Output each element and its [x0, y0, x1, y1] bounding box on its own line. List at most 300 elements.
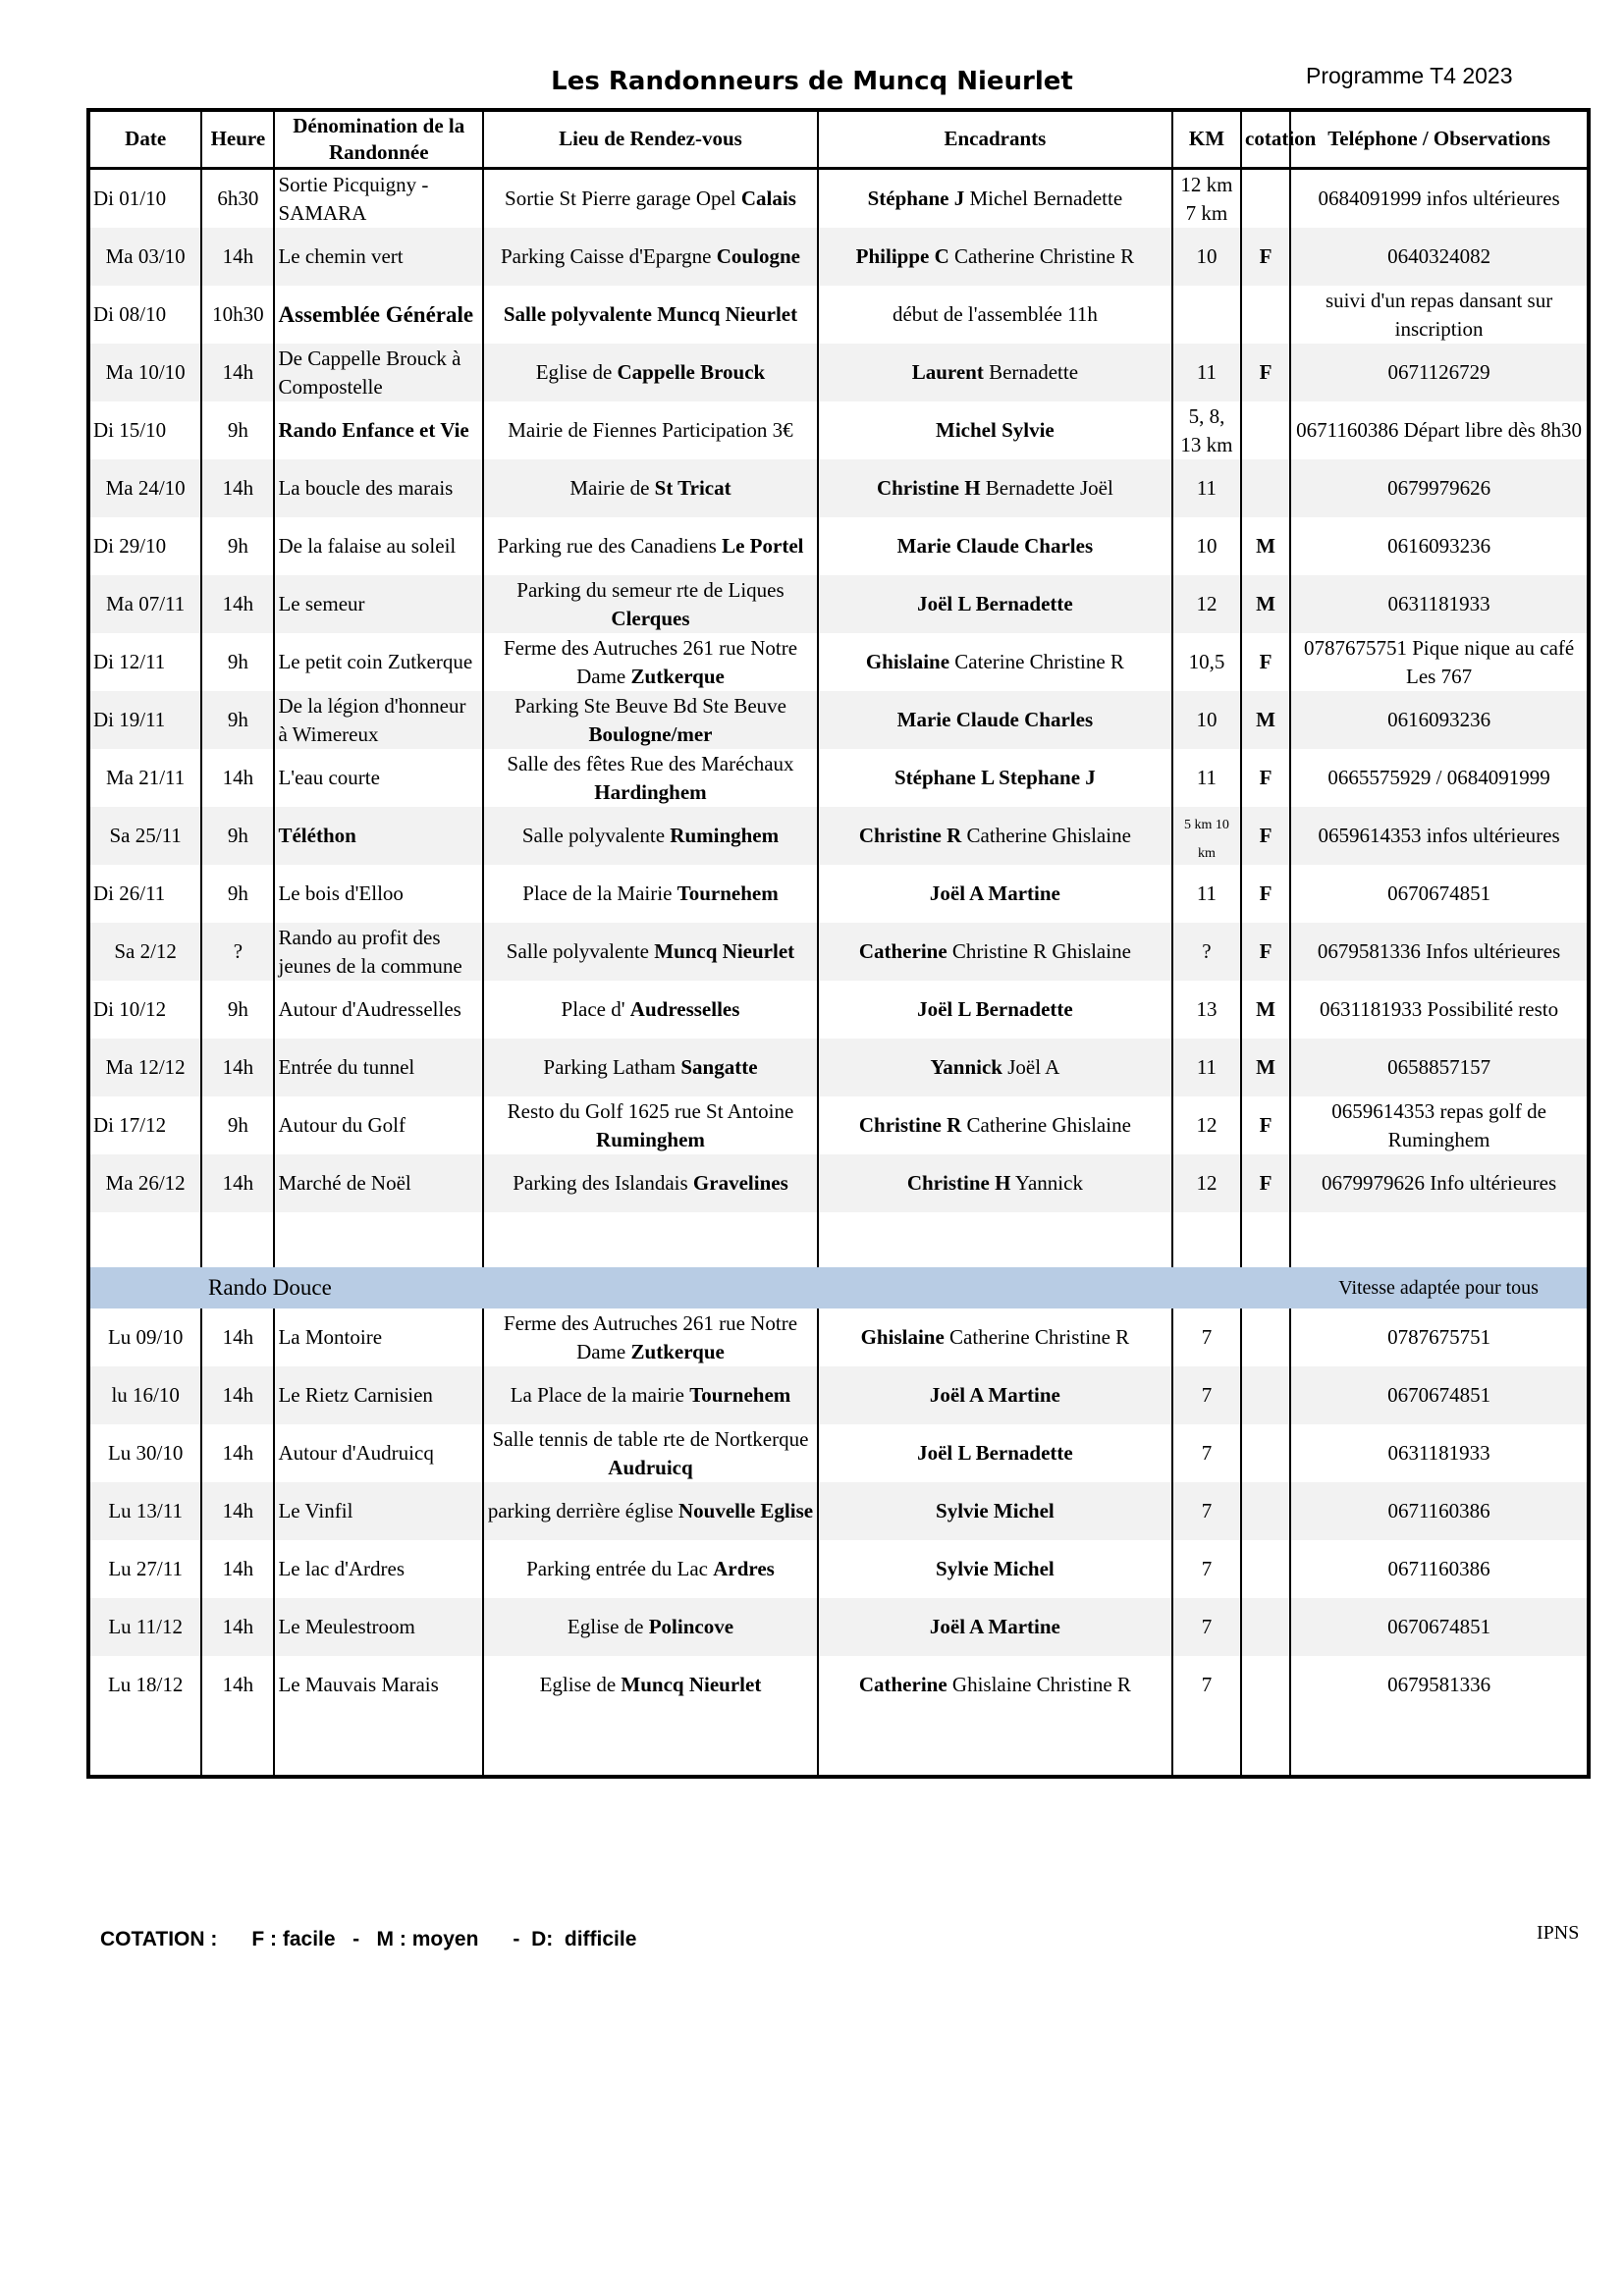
nom-text: Téléthon [278, 824, 356, 848]
encadrants-cell [818, 169, 1172, 229]
lieu-text: Eglise de [539, 1673, 617, 1697]
encadrants-cell [818, 401, 1172, 459]
lieu-town: Cappelle Brouck [617, 360, 766, 385]
tel-cell: suivi d'un repas dansant sur inscription [1290, 286, 1589, 344]
cotation-cell [1241, 1656, 1290, 1714]
table-row [88, 1039, 1589, 1096]
lieu-text: Place de la Mairie [522, 881, 673, 906]
table-row [88, 691, 1589, 749]
encadrants-lead: Philippe C [855, 244, 949, 269]
lieu-cell [483, 1366, 818, 1424]
tel-cell: 0679979626 Info ultérieures [1290, 1154, 1589, 1212]
km-value: 7 [1201, 1441, 1213, 1466]
heure-cell: 14h [201, 228, 274, 286]
encadrants-lead: Christine R [858, 1113, 962, 1138]
encadrants-cell [818, 981, 1172, 1039]
tel-cell: 0671160386 [1290, 1482, 1589, 1540]
nom-text: De Cappelle Brouck à Compostelle [278, 347, 461, 399]
lieu-text: Parking du semeur rte de Liques [516, 578, 785, 603]
heure-cell: 14h [201, 749, 274, 807]
lieu-cell [483, 344, 818, 401]
km-value: 10 [1196, 244, 1218, 269]
tel-cell: 0684091999 infos ultérieures [1290, 169, 1589, 229]
lieu-town: Sangatte [680, 1055, 758, 1080]
heure-cell: 9h [201, 691, 274, 749]
schedule-table [86, 108, 1591, 1779]
ipns-label: IPNS [1537, 1922, 1580, 1944]
heure-cell: 10h30 [201, 286, 274, 344]
lieu-text: parking derrière église [487, 1499, 674, 1523]
table-row [88, 749, 1589, 807]
km-value: 10 [1196, 708, 1218, 732]
nom-text: Le chemin vert [278, 244, 404, 269]
tel-cell: 0670674851 [1290, 1598, 1589, 1656]
lieu-cell [483, 865, 818, 923]
col-tel-header: Teléphone / Observations [1290, 110, 1589, 169]
cotation-cell: F [1241, 923, 1290, 981]
lieu-town: Hardinghem [594, 779, 707, 804]
table-row [88, 1656, 1589, 1714]
nom-cell [274, 286, 483, 344]
date-cell: Di 19/11 [88, 691, 201, 749]
date-cell: Sa 25/11 [88, 807, 201, 865]
lieu-cell [483, 1154, 818, 1212]
lieu-text: Parking rue des Canadiens [497, 534, 717, 559]
col-heure-header: Heure [201, 110, 274, 169]
cotation-cell: F [1241, 1096, 1290, 1154]
tel-cell: 0679979626 [1290, 459, 1589, 517]
col-date-header: Date [88, 110, 201, 169]
tel-cell: 0787675751 Pique nique au café Les 767 [1290, 633, 1589, 691]
tel-cell: 0670674851 [1290, 1366, 1589, 1424]
date-cell: Ma 12/12 [88, 1039, 201, 1096]
km-cell [1172, 1598, 1241, 1656]
table-row [88, 517, 1589, 575]
blank-row [88, 1212, 1589, 1267]
heure-cell: 9h [201, 401, 274, 459]
tel-cell: 0640324082 [1290, 228, 1589, 286]
cotation-cell: M [1241, 691, 1290, 749]
km-cell [1172, 517, 1241, 575]
cotation-cell: M [1241, 981, 1290, 1039]
table-row [88, 1096, 1589, 1154]
lieu-town: Muncq Nieurlet [621, 1673, 762, 1697]
km-cell [1172, 865, 1241, 923]
km-cell [1172, 344, 1241, 401]
heure-cell: 14h [201, 1656, 274, 1714]
encadrants-lead: Joël L Bernadette [917, 592, 1073, 616]
date-cell: Di 26/11 [93, 881, 166, 906]
cotation-cell [1241, 286, 1290, 344]
lieu-text: Mairie de Fiennes Participation 3€ [508, 418, 793, 443]
km-cell [1172, 401, 1241, 459]
km-value: 11 [1196, 1055, 1218, 1080]
col-cotation-header: cotation [1241, 110, 1290, 169]
program-label: Programme T4 2023 [1306, 63, 1513, 88]
section-note: Vitesse adaptée pour tous [1290, 1267, 1589, 1308]
nom-cell [274, 1039, 483, 1096]
encadrants-others: Bernadette Joël [985, 476, 1113, 501]
encadrants-cell [818, 344, 1172, 401]
lieu-cell [483, 633, 818, 691]
cotation-cell: M [1241, 575, 1290, 633]
lieu-cell [483, 691, 818, 749]
nom-cell [274, 517, 483, 575]
lieu-text: Salle polyvalente [506, 939, 649, 964]
tel-cell: 0679581336 [1290, 1656, 1589, 1714]
lieu-cell [483, 1096, 818, 1154]
nom-text: La Montoire [278, 1325, 383, 1350]
km-cell [1172, 923, 1241, 981]
encadrants-cell [818, 286, 1172, 344]
date-cell: Lu 27/11 [108, 1557, 183, 1581]
encadrants-cell [818, 1482, 1172, 1540]
cotation-cell [1241, 401, 1290, 459]
tel-cell: 0631181933 [1290, 1424, 1589, 1482]
heure-cell: 14h [201, 1598, 274, 1656]
date-cell: Di 17/12 [93, 1113, 167, 1138]
km-value: 12 km 7 km [1180, 173, 1233, 225]
nom-cell [274, 1598, 483, 1656]
km-cell [1172, 633, 1241, 691]
encadrants-cell [818, 1366, 1172, 1424]
table-row [88, 459, 1589, 517]
heure-cell: 6h30 [201, 169, 274, 229]
nom-text: Le Vinfil [278, 1499, 353, 1523]
encadrants-lead: Ghislaine [860, 1325, 945, 1350]
lieu-town: Clerques [611, 606, 690, 630]
table-row [88, 1366, 1589, 1424]
encadrants-lead: Joël L Bernadette [917, 997, 1073, 1022]
date-cell: Ma 03/10 [88, 228, 201, 286]
heure-cell: 9h [201, 865, 274, 923]
lieu-text: Parking Caisse d'Epargne [500, 244, 712, 269]
nom-cell [274, 865, 483, 923]
encadrants-cell [818, 1598, 1172, 1656]
table-row [88, 1308, 1589, 1366]
table-row [88, 344, 1589, 401]
heure-cell: 14h [201, 1540, 274, 1598]
lieu-cell [483, 517, 818, 575]
nom-cell [274, 923, 483, 981]
heure-cell: 9h [201, 1096, 274, 1154]
encadrants-others: Christine R Ghislaine [951, 939, 1131, 964]
col-nom-header: Dénomination de la Randonnée [274, 110, 483, 169]
encadrants-lead: Sylvie Michel [936, 1557, 1055, 1581]
encadrants-others: Bernadette [989, 360, 1079, 385]
table-header-row [88, 110, 1589, 169]
km-value: 7 [1201, 1383, 1213, 1408]
lieu-town: Muncq Nieurlet [654, 939, 795, 964]
tel-cell: 0670674851 [1290, 865, 1589, 923]
nom-text: Le semeur [278, 592, 365, 616]
encadrants-others: Catherine Christine R [949, 1325, 1130, 1350]
encadrants-lead: Stéphane L Stephane J [893, 766, 1096, 790]
tel-cell: 0659614353 infos ultérieures [1290, 807, 1589, 865]
nom-text: Rando Enfance et Vie [278, 418, 469, 443]
lieu-town: Polincove [648, 1615, 734, 1639]
date-cell: Ma 10/10 [88, 344, 201, 401]
km-value: 11 [1196, 881, 1218, 906]
date-cell: Di 29/10 [93, 534, 167, 559]
km-value: 5, 8, 13 km [1180, 404, 1233, 456]
lieu-text: Parking Latham [543, 1055, 677, 1080]
km-value: ? [1202, 939, 1212, 964]
nom-cell [274, 1154, 483, 1212]
nom-cell [274, 169, 483, 229]
nom-cell [274, 459, 483, 517]
table-row [88, 1540, 1589, 1598]
tel-cell: 0658857157 [1290, 1039, 1589, 1096]
date-cell: Ma 24/10 [88, 459, 201, 517]
encadrants-lead: Ghislaine [865, 650, 950, 674]
date-cell: Lu 13/11 [88, 1482, 201, 1540]
lieu-cell [483, 401, 818, 459]
tel-cell: 0671126729 [1290, 344, 1589, 401]
encadrants-others: Caterine Christine R [954, 650, 1124, 674]
lieu-text: Parking des Islandais [513, 1171, 688, 1196]
tel-cell: 0679581336 Infos ultérieures [1290, 923, 1589, 981]
date-cell: Lu 18/12 [107, 1673, 184, 1697]
encadrants-cell [818, 517, 1172, 575]
date-cell: Di 08/10 [93, 302, 167, 327]
lieu-text: Ferme des Autruches 261 rue Notre Dame [503, 636, 798, 688]
km-value: 5 km 10 km [1184, 818, 1229, 861]
nom-cell [274, 1424, 483, 1482]
heure-cell: ? [201, 923, 274, 981]
nom-text: Le petit coin Zutkerque [278, 650, 473, 674]
lieu-town: Zutkerque [630, 664, 725, 688]
encadrants-lead: Sylvie Michel [936, 1499, 1055, 1523]
lieu-cell [483, 169, 818, 229]
lieu-text: Parking Ste Beuve Bd Ste Beuve [514, 694, 786, 719]
encadrants-lead: Stéphane J [867, 187, 965, 211]
cotation-cell: F [1241, 228, 1290, 286]
lieu-cell [483, 1540, 818, 1598]
nom-text: Entrée du tunnel [278, 1055, 415, 1080]
cotation-cell [1241, 169, 1290, 229]
date-cell: Di 15/10 [93, 418, 167, 443]
table-row [88, 401, 1589, 459]
km-value: 12 [1196, 1113, 1218, 1138]
heure-cell: 14h [201, 1482, 274, 1540]
tel-cell: 0671160386 [1290, 1540, 1589, 1598]
km-cell [1172, 1656, 1241, 1714]
km-cell [1172, 1039, 1241, 1096]
km-cell [1172, 1424, 1241, 1482]
lieu-text: Salle polyvalente [521, 824, 666, 848]
km-cell [1172, 1096, 1241, 1154]
lieu-cell [483, 286, 818, 344]
nom-text: De la falaise au soleil [278, 534, 457, 559]
lieu-town: Coulogne [716, 244, 800, 269]
tel-cell: 0671160386 Départ libre dès 8h30 [1290, 401, 1589, 459]
lieu-text: Mairie de [569, 476, 650, 501]
lieu-cell [483, 1039, 818, 1096]
table-row [88, 1154, 1589, 1212]
date-cell: Lu 30/10 [107, 1441, 184, 1466]
km-cell [1172, 807, 1241, 865]
encadrants-lead: Christine H [876, 476, 981, 501]
heure-cell: 9h [201, 807, 274, 865]
tel-cell: 0659614353 repas golf de Ruminghem [1290, 1096, 1589, 1154]
blank-row [88, 1714, 1589, 1777]
date-cell: lu 16/10 [88, 1366, 201, 1424]
encadrants-cell [818, 1656, 1172, 1714]
lieu-cell [483, 981, 818, 1039]
encadrants-lead: Joël A Martine [929, 881, 1060, 906]
table-row [88, 633, 1589, 691]
nom-cell [274, 401, 483, 459]
encadrants-cell [818, 923, 1172, 981]
lieu-text: Salle des fêtes Rue des Maréchaux [507, 752, 794, 776]
tel-cell: 0665575929 / 0684091999 [1290, 749, 1589, 807]
date-cell: Ma 26/12 [88, 1154, 201, 1212]
heure-cell: 14h [201, 1039, 274, 1096]
nom-text: Autour d'Audruicq [278, 1441, 434, 1466]
lieu-town: Salle polyvalente Muncq Nieurlet [503, 302, 798, 327]
col-km-header: KM [1172, 110, 1241, 169]
cotation-cell: F [1241, 807, 1290, 865]
heure-cell: 14h [201, 1308, 274, 1366]
km-cell [1172, 228, 1241, 286]
lieu-cell [483, 749, 818, 807]
nom-text: Rando au profit des jeunes de la commune [278, 926, 462, 978]
encadrants-others: Ghislaine Christine R [951, 1673, 1131, 1697]
section-header-row [88, 1267, 1589, 1308]
heure-cell: 14h [201, 459, 274, 517]
nom-cell [274, 228, 483, 286]
encadrants-lead: Joël L Bernadette [917, 1441, 1073, 1466]
km-value: 10,5 [1188, 650, 1225, 674]
km-cell [1172, 286, 1241, 344]
km-cell [1172, 1482, 1241, 1540]
encadrants-others: Catherine Ghislaine [966, 1113, 1131, 1138]
encadrants-cell [818, 459, 1172, 517]
tel-cell: 0631181933 [1290, 575, 1589, 633]
km-cell [1172, 691, 1241, 749]
km-value: 12 [1196, 1171, 1218, 1196]
lieu-text: Parking entrée du Lac [526, 1557, 708, 1581]
lieu-town: St Tricat [654, 476, 731, 501]
cotation-cell: M [1241, 517, 1290, 575]
page-title: Les Randonneurs de Muncq Nieurlet [551, 67, 1073, 96]
table-row [88, 1598, 1589, 1656]
encadrants-lead: Joël A Martine [929, 1615, 1060, 1639]
lieu-town: Nouvelle Eglise [678, 1499, 814, 1523]
heure-cell: 14h [201, 1154, 274, 1212]
encadrants-lead: Christine R [858, 824, 962, 848]
nom-text: Autour d'Audresselles [278, 997, 461, 1022]
lieu-cell [483, 575, 818, 633]
encadrants-cell [818, 1308, 1172, 1366]
encadrants-lead: Catherine [858, 1673, 947, 1697]
encadrants-others: Michel Bernadette [969, 187, 1123, 211]
nom-text: Assemblée Générale [278, 301, 474, 327]
encadrants-cell [818, 1039, 1172, 1096]
tel-cell: 0616093236 [1290, 517, 1589, 575]
heure-cell: 9h [201, 517, 274, 575]
table-row [88, 923, 1589, 981]
table-row [88, 1482, 1589, 1540]
lieu-cell [483, 807, 818, 865]
km-cell [1172, 459, 1241, 517]
date-cell: Lu 11/12 [88, 1598, 201, 1656]
km-value: 11 [1196, 476, 1218, 501]
km-value: 11 [1196, 360, 1218, 385]
nom-cell [274, 344, 483, 401]
cotation-cell [1241, 1540, 1290, 1598]
cotation-cell [1241, 459, 1290, 517]
lieu-town: Audruicq [608, 1455, 693, 1479]
encadrants-lead: Michel Sylvie [936, 418, 1055, 443]
lieu-town: Audresselles [629, 997, 740, 1022]
km-value: 7 [1201, 1325, 1213, 1350]
encadrants-lead: Laurent [911, 360, 984, 385]
table-row [88, 228, 1589, 286]
nom-text: La boucle des marais [278, 476, 454, 501]
date-cell: Ma 21/11 [105, 766, 186, 790]
km-cell [1172, 1308, 1241, 1366]
cotation-cell [1241, 1366, 1290, 1424]
lieu-town: Ardres [713, 1557, 775, 1581]
km-cell [1172, 749, 1241, 807]
lieu-cell [483, 923, 818, 981]
cotation-cell: F [1241, 865, 1290, 923]
nom-text: Sortie Picquigny - SAMARA [278, 173, 429, 225]
nom-cell [274, 1540, 483, 1598]
km-value: 7 [1201, 1499, 1213, 1523]
tel-cell: 0631181933 Possibilité resto [1290, 981, 1589, 1039]
lieu-town: Calais [740, 187, 796, 211]
nom-cell [274, 1656, 483, 1714]
cotation-cell [1241, 1482, 1290, 1540]
nom-cell [274, 1096, 483, 1154]
cotation-cell: F [1241, 633, 1290, 691]
encadrants-lead: Marie Claude Charles [896, 534, 1094, 559]
cotation-cell: M [1241, 1039, 1290, 1096]
lieu-town: Boulogne/mer [588, 721, 713, 746]
lieu-cell [483, 228, 818, 286]
encadrants-lead: Joël A Martine [929, 1383, 1060, 1408]
date-cell: Di 01/10 [93, 187, 167, 211]
nom-cell [274, 1482, 483, 1540]
tel-cell: 0787675751 [1290, 1308, 1589, 1366]
nom-text: Le bois d'Elloo [278, 881, 404, 906]
encadrants-lead: Yannick [930, 1055, 1002, 1080]
heure-cell: 14h [201, 575, 274, 633]
heure-cell: 14h [201, 1366, 274, 1424]
lieu-text: La Place de la mairie [510, 1383, 684, 1408]
encadrants-others: Catherine Christine R [954, 244, 1135, 269]
km-value: 10 [1196, 534, 1218, 559]
cotation-cell: F [1241, 1154, 1290, 1212]
cotation-cell: F [1241, 344, 1290, 401]
encadrants-others: Catherine Ghislaine [966, 824, 1131, 848]
cotation-cell: F [1241, 749, 1290, 807]
encadrants-others: Joël A [1007, 1055, 1060, 1080]
date-cell: Ma 07/11 [88, 575, 201, 633]
lieu-cell [483, 1598, 818, 1656]
nom-text: Le lac d'Ardres [278, 1557, 406, 1581]
nom-cell [274, 749, 483, 807]
encadrants-cell [818, 1424, 1172, 1482]
encadrants-cell [818, 749, 1172, 807]
lieu-town: Le Portel [722, 534, 804, 559]
encadrants-cell [818, 228, 1172, 286]
lieu-text: Place d' [561, 997, 625, 1022]
lieu-town: Ruminghem [670, 824, 780, 848]
